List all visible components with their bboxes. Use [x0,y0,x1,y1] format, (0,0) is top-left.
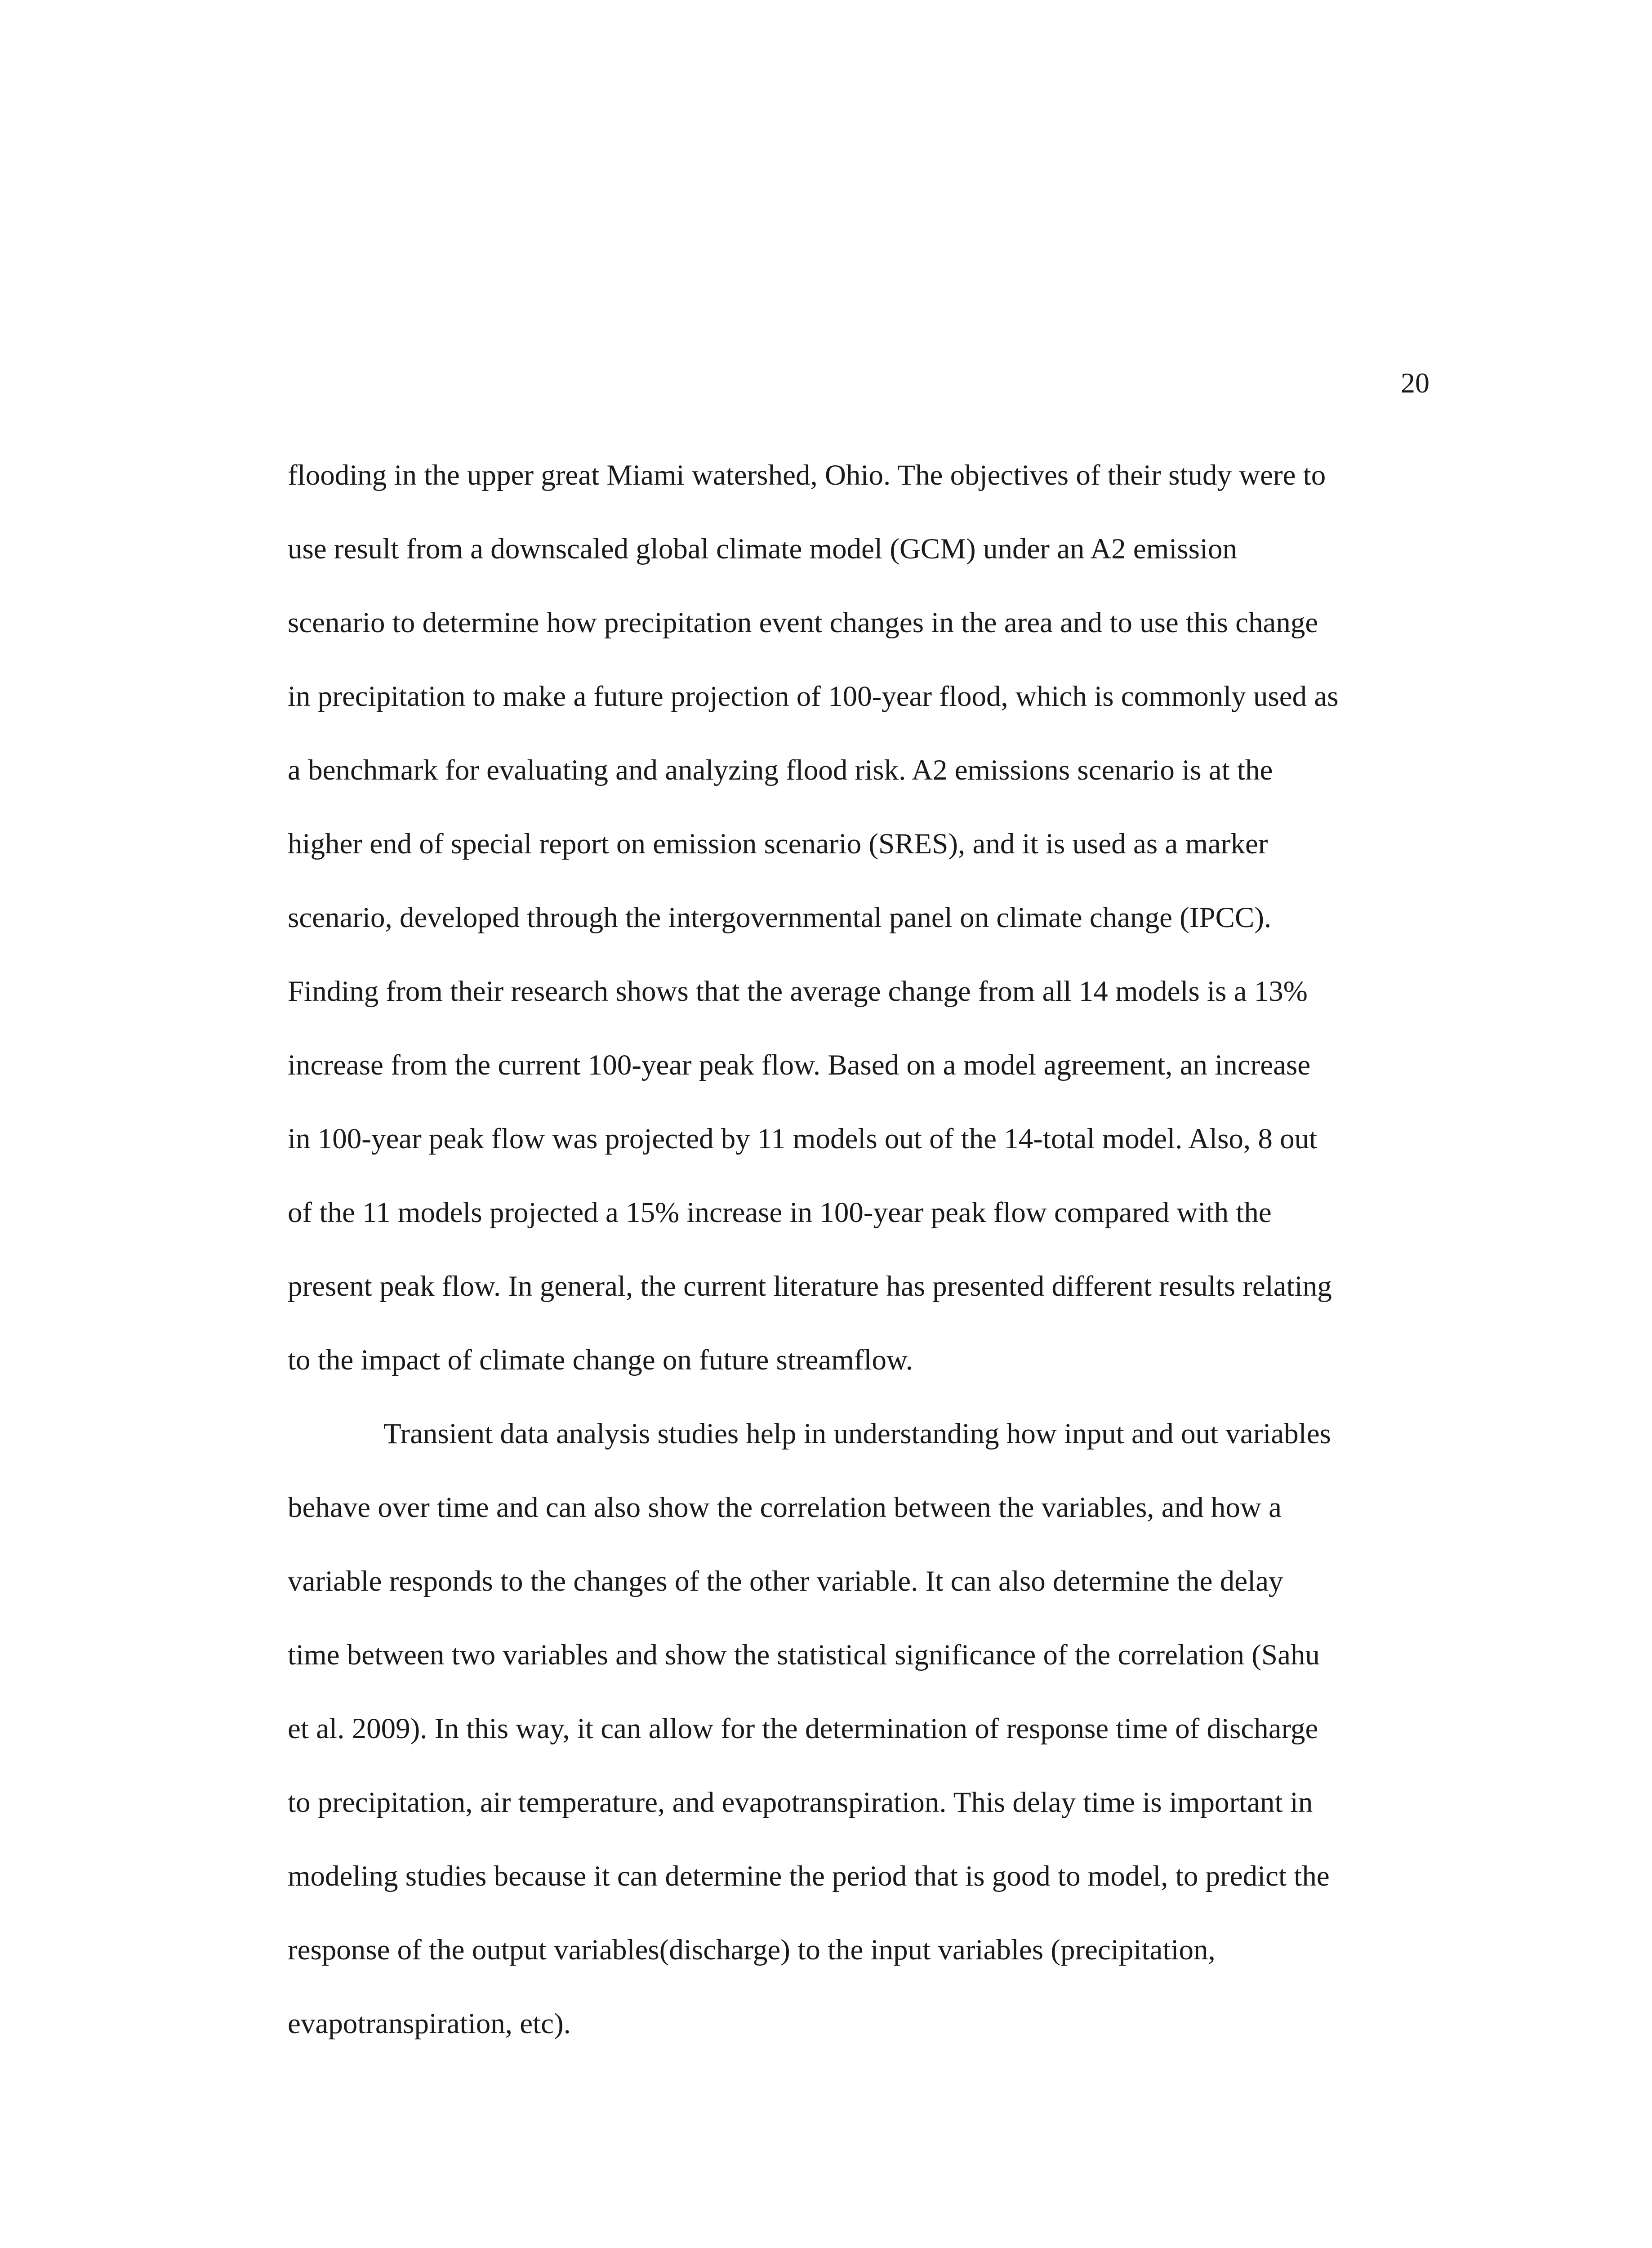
paragraph-1 [288,438,1432,1397]
text-line: use result from a downscaled global climate model (GCM) under an A2 emission [288,533,1238,565]
body-text [288,438,1432,2061]
text-line: response of the output variables(discharge) to the input variables (precipitation, [288,1934,1216,1966]
text-line: in precipitation to make a future projection of 100-year flood, which is commonly used as [288,680,1339,713]
page-number: 20 [1401,367,1429,399]
text-line: time between two variables and show the statistical significance of the correlation (Sahu [288,1639,1320,1671]
text-line: a benchmark for evaluating and analyzing flood risk. A2 emissions scenario is at the [288,754,1273,786]
text-line: Transient data analysis studies help in understanding how input and out variables [383,1418,1331,1450]
text-line: present peak flow. In general, the current literature has presented different results relating [288,1270,1332,1302]
paragraph-2 [288,1397,1432,2061]
text-line: scenario, developed through the intergovernmental panel on climate change (IPCC). [288,901,1272,934]
text-line: to precipitation, air temperature, and evapotranspiration. This delay time is important in [288,1786,1313,1819]
text-line: scenario to determine how precipitation event changes in the area and to use this change [288,607,1318,639]
text-line: Finding from their research shows that the average change from all 14 models is a 13% [288,975,1308,1008]
text-line: to the impact of climate change on future streamflow. [288,1344,913,1376]
text-line: flooding in the upper great Miami watershed, Ohio. The objectives of their study were to [288,459,1326,491]
text-line: evapotranspiration, etc). [288,2007,571,2040]
text-line: modeling studies because it can determine the period that is good to model, to predict the [288,1860,1330,1892]
text-line: of the 11 models projected a 15% increase in 100-year peak flow compared with the [288,1196,1272,1229]
text-line: increase from the current 100-year peak flow. Based on a model agreement, an increase [288,1049,1311,1081]
text-line: behave over time and can also show the correlation between the variables, and how a [288,1491,1282,1524]
text-line: et al. 2009). In this way, it can allow for the determination of response time of discharge [288,1713,1318,1745]
text-line: higher end of special report on emission scenario (SRES), and it is used as a marker [288,828,1268,860]
text-line: in 100-year peak flow was projected by 11 models out of the 14-total model. Also, 8 out [288,1123,1318,1155]
text-line: variable responds to the changes of the other variable. It can also determine the delay [288,1565,1283,1597]
